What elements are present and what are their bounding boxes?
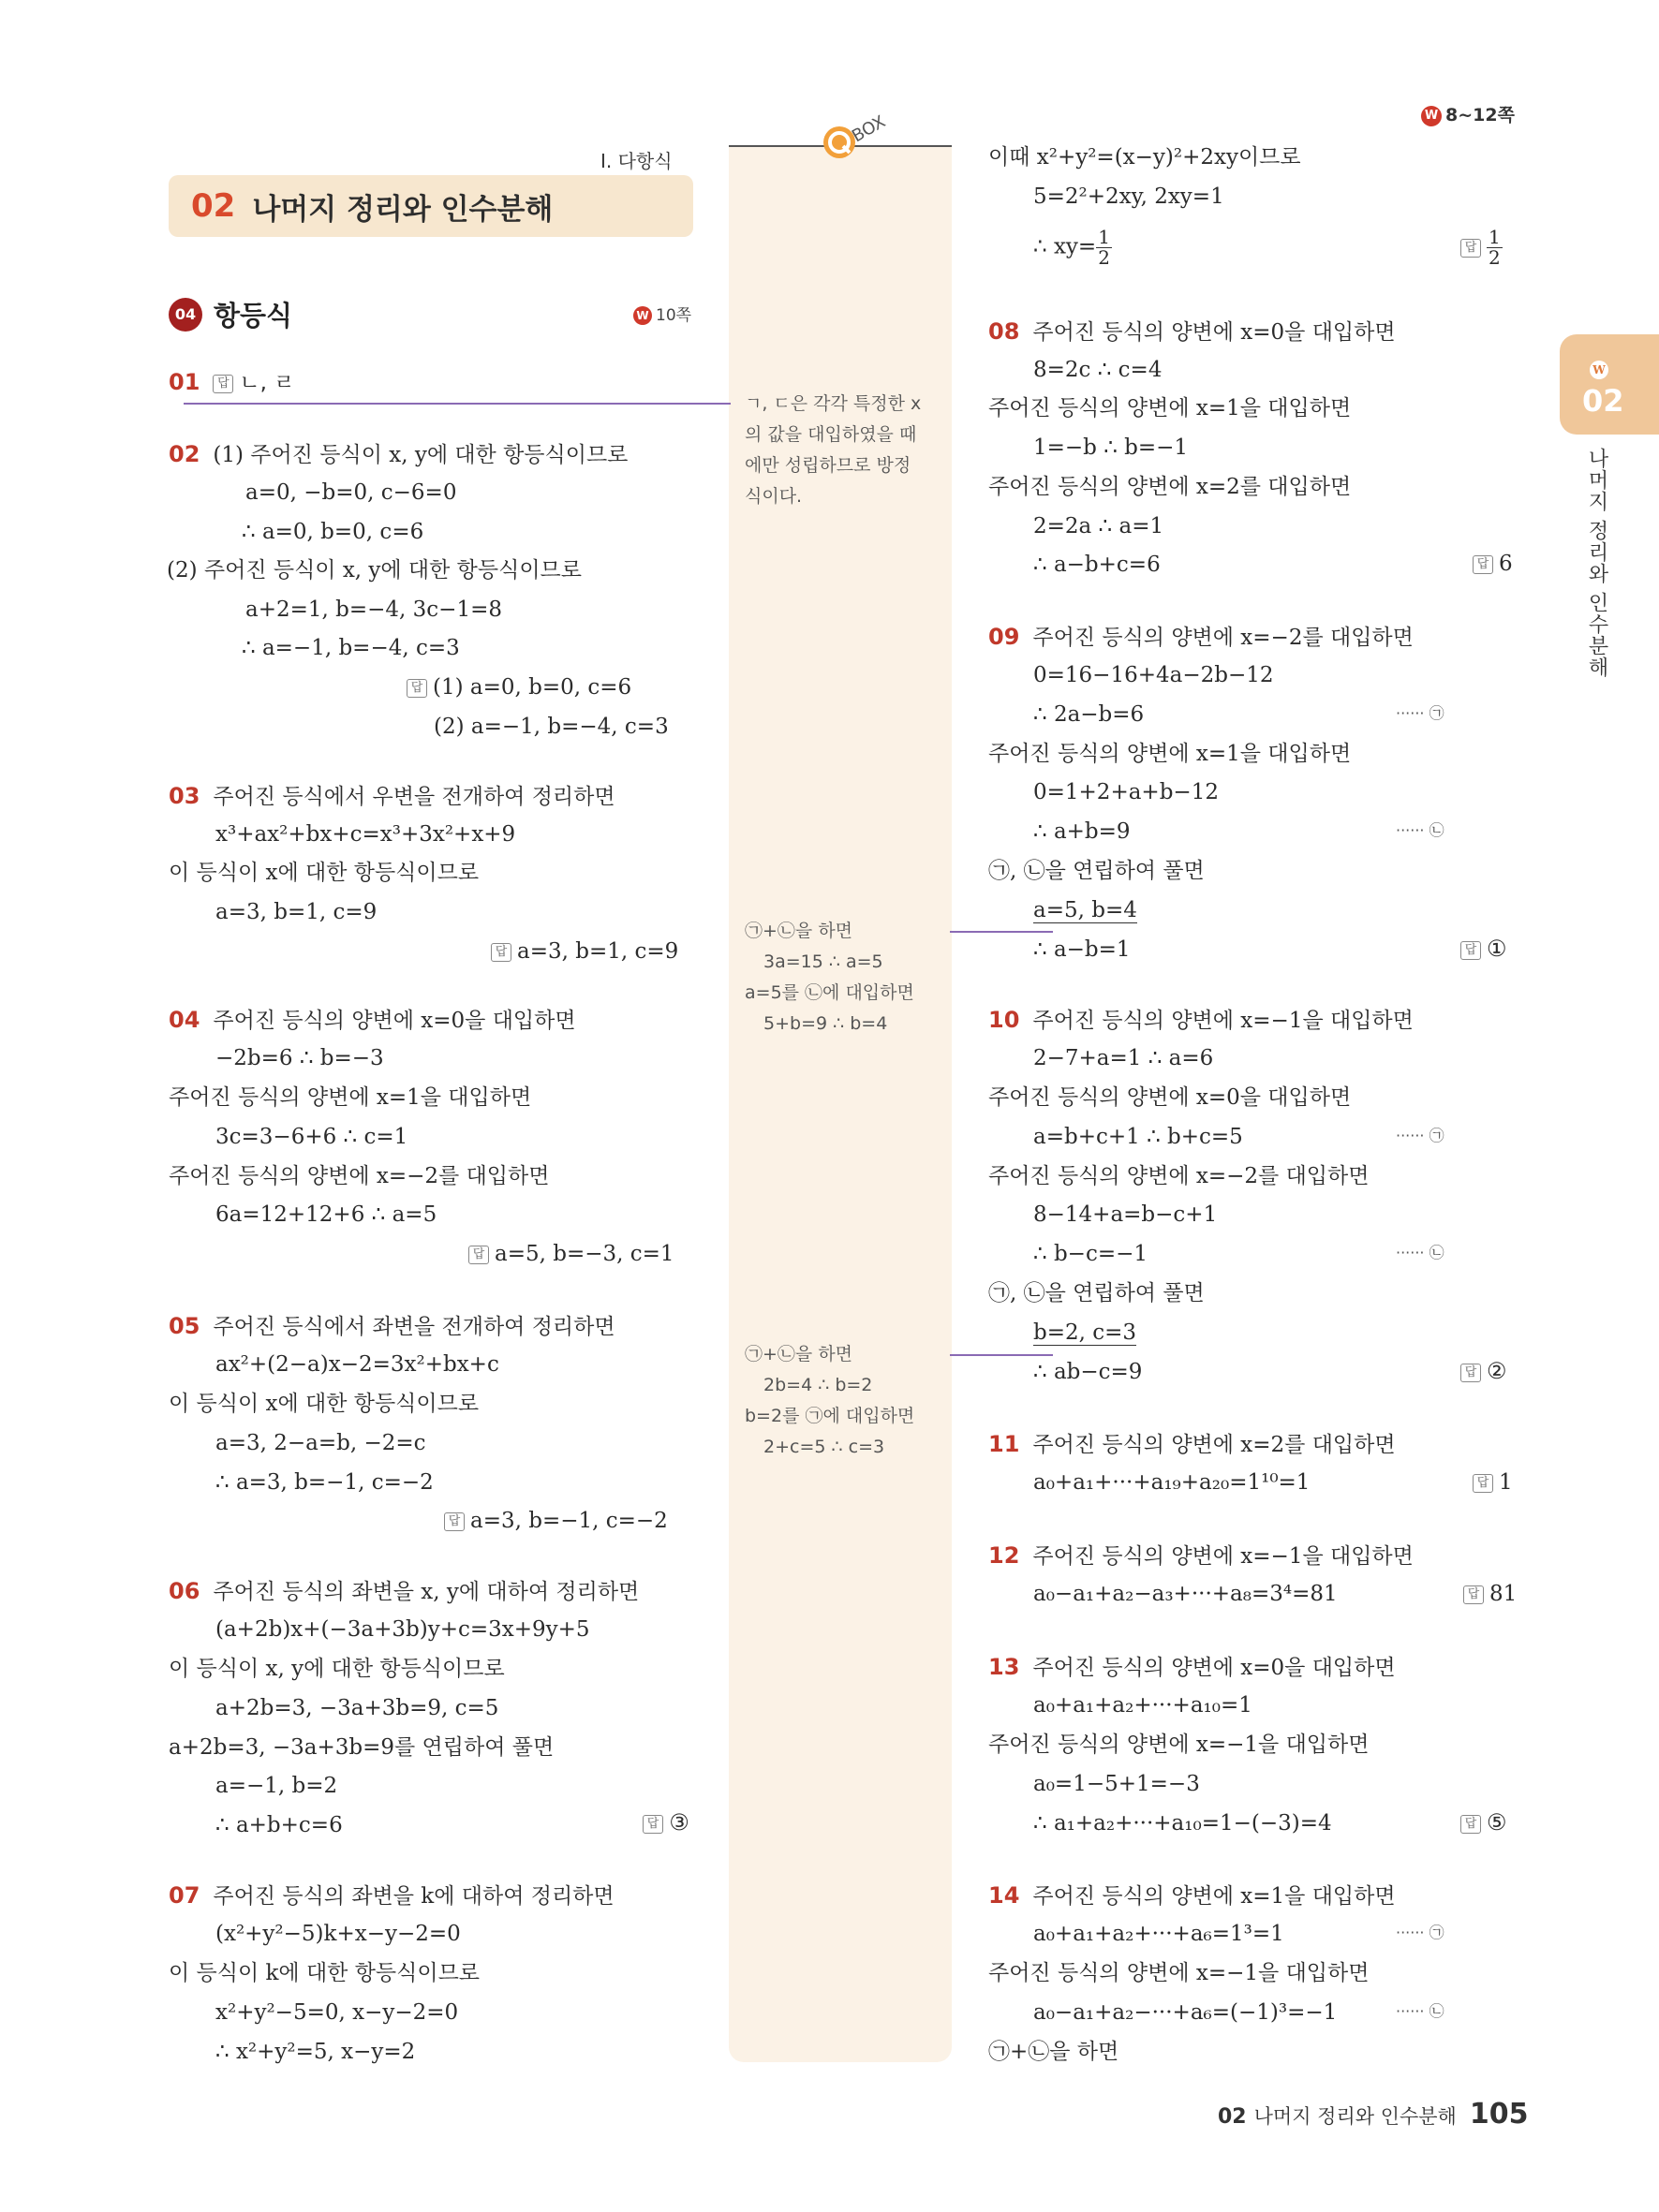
solution-line: 6a=12+12+6 ∴ a=5 [215,1202,437,1227]
equation-reference: ······ ㉠ [1396,1924,1444,1941]
solution-line: ∴ b−c=−1 [1033,1242,1148,1266]
problem-11 [988,1433,1396,1456]
answer-icon: 답 [1473,555,1493,574]
page-title: 나머지 정리와 인수분해 [252,192,554,227]
solution-line: 2=2a ∴ a=1 [1033,514,1164,538]
problem-09 [988,626,1414,649]
solution-line: 이때 x²+y²=(x−y)²+2xy이므로 [988,145,1301,170]
solution-line: a₀+a₁+a₂+···+a₆=1³=1 [1033,1922,1284,1946]
solution-line: 주어진 등식의 양변에 x=−1을 대입하면 [988,1961,1370,1985]
answer-icon: 답 [468,1246,489,1264]
answer-icon: 답 [1463,1585,1484,1604]
fraction-numerator: 1 [1098,226,1110,248]
fraction [1096,228,1112,268]
solution-line: 이 등식이 x에 대한 항등식이므로 [169,861,480,885]
connector-line [950,1354,1053,1356]
answer-icon: 답 [1460,941,1481,960]
solution-line: 2−7+a=1 ∴ a=6 [1033,1046,1214,1070]
solution-line: a=0, −b=0, c−6=0 [245,480,457,505]
problem-number: 14 [988,1882,1020,1909]
solution-line: 이 등식이 x, y에 대한 항등식이므로 [169,1657,505,1681]
solution-line: a+2b=3, −3a+3b=9를 연립하여 풀면 [169,1735,555,1760]
problem-13 [988,1656,1396,1679]
fraction-numerator: 1 [1489,226,1501,248]
solution-line: ∴ a=3, b=−1, c=−2 [215,1470,434,1495]
solution-line [1033,228,1112,268]
answer-line [407,677,631,699]
problem-12 [988,1544,1414,1568]
answer-text: 81 [1489,1582,1518,1606]
qbox-note-09 [745,916,914,1040]
problem-05 [169,1315,615,1338]
page-number: 105 [1469,2098,1529,2131]
solution-line: 주어진 등식의 양변에 x=0을 대입하면 [1032,1656,1396,1680]
solution-line: a=3, 2−a=b, −2=c [215,1431,426,1455]
answer-icon: 답 [1460,1364,1481,1382]
page-footer [1218,2098,1528,2131]
answer-text: a=3, b=−1, c=−2 [470,1509,668,1533]
problem-number: 09 [988,624,1020,650]
problem-number: 12 [988,1542,1020,1569]
answer-line [491,941,678,963]
problem-number: 10 [988,1007,1020,1033]
problem-number: 07 [169,1882,200,1909]
equation-reference: ······ ㉡ [1396,821,1444,839]
answer-line [1473,553,1513,575]
answer-line [643,1809,689,1836]
problem-number: 01 [169,369,200,395]
solution-line: a₀=1−5+1=−3 [1033,1772,1200,1796]
answer-text: ㄴ, ㄹ [239,371,295,395]
qbox-note-line: 3a=15 ∴ a=5 [763,951,883,972]
chapter-label: Ⅰ. 다항식 [600,150,673,172]
solution-line: 주어진 등식에서 좌변을 전개하여 정리하면 [213,1315,615,1339]
answer-line [1460,1360,1507,1383]
solution-line: 5=2²+2xy, 2xy=1 [1033,184,1224,209]
solution-text: a=5, b=4 [1033,898,1137,922]
solution-line: ∴ a=0, b=0, c=6 [242,520,424,544]
qbox-note-line: 5+b=9 ∴ b=4 [763,1013,888,1034]
answer-line [1460,228,1503,268]
solution-line: 주어진 등식의 양변에 x=2를 대입하면 [988,475,1352,499]
solution-line: −2b=6 ∴ b=−3 [215,1046,384,1070]
answer-icon: 답 [643,1815,663,1834]
problem-14 [988,1884,1396,1908]
solution-line: 이 등식이 k에 대한 항등식이므로 [169,1961,481,1985]
problem-number: 06 [169,1578,200,1604]
problem-07 [169,1884,615,1908]
solution-line: 8=2c ∴ c=4 [1033,358,1163,382]
solution-line [1033,1322,1136,1344]
solution-line: 이 등식이 x에 대한 항등식이므로 [169,1392,480,1416]
solution-line: ㉠, ㉡을 연립하여 풀면 [988,859,1205,883]
answer-text: 6 [1499,552,1513,576]
problem-number: 11 [988,1431,1020,1457]
qbox-note-line: ㉠+㉡을 하면 [745,1344,853,1364]
side-tab-label: 나머지 정리와 인수분해 [1585,448,1608,678]
solution-line: 주어진 등식의 좌변을 x, y에 대하여 정리하면 [213,1580,640,1604]
answer-line [1473,1472,1513,1494]
answer-text: a=5, b=−3, c=1 [495,1242,674,1266]
fraction-denominator: 2 [1489,246,1501,269]
problem-10 [988,1009,1414,1032]
solution-line: 8−14+a=b−c+1 [1033,1202,1218,1227]
fraction [1487,228,1503,268]
answer-icon: 답 [1460,1815,1481,1834]
qbox-note-line: a=5를 ㉡에 대입하면 [745,982,914,1003]
solution-line: 1=−b ∴ b=−1 [1033,435,1189,460]
solution-line: 주어진 등식의 양변에 x=−2를 대입하면 [169,1164,550,1188]
solution-line: (1) 주어진 등식이 x, y에 대한 항등식이므로 [213,443,629,467]
equation-reference: ······ ㉡ [1396,2002,1444,2020]
solution-line: a₀+a₁+···+a₁₉+a₂₀=1¹⁰=1 [1033,1470,1311,1495]
solution-line: x³+ax²+bx+c=x³+3x²+x+9 [215,822,516,847]
solution-line: a=b+c+1 ∴ b+c=5 [1033,1125,1243,1149]
solution-line: 주어진 등식의 양변에 x=−2를 대입하면 [1032,626,1414,650]
solution-line: 주어진 등식의 좌변을 k에 대하여 정리하면 [213,1884,615,1909]
page-reference-text: 8~12쪽 [1445,105,1515,125]
answer-line [468,1244,674,1265]
workbook-icon: W [1590,361,1608,379]
solution-line: 주어진 등식의 양변에 x=−1을 대입하면 [1032,1544,1414,1569]
problem-04 [169,1009,576,1032]
qbox-label: BOX [849,111,889,147]
solution-line [1033,900,1137,922]
solution-line: 주어진 등식에서 우변을 전개하여 정리하면 [213,785,615,809]
title-number: 02 [191,187,236,225]
qbox-note-10 [745,1339,914,1463]
answer-text: (1) a=0, b=0, c=6 [433,675,632,700]
solution-line: 3c=3−6+6 ∴ c=1 [215,1125,408,1149]
solution-line: 주어진 등식의 양변에 x=1을 대입하면 [1032,1884,1396,1909]
qbox-note-line: 에만 성립하므로 방정 [745,455,911,476]
solution-line: 주어진 등식의 양변에 x=0을 대입하면 [1032,320,1396,345]
side-tab-number: 02 [1582,383,1624,419]
answer-line [444,1511,668,1532]
solution-line: ∴ a+b=9 [1033,819,1131,844]
solution-line: 0=1+2+a+b−12 [1033,780,1219,804]
solution-line: ∴ ab−c=9 [1033,1360,1143,1384]
solution-line: 주어진 등식의 양변에 x=−2를 대입하면 [988,1164,1370,1188]
solution-line: ∴ a−b+c=6 [1033,553,1161,577]
equation-reference: ······ ㉠ [1396,704,1444,722]
solution-line: (2) 주어진 등식이 x, y에 대한 항등식이므로 [167,558,582,582]
solution-line: ∴ a+b+c=6 [215,1813,343,1837]
solution-line: 주어진 등식의 양변에 x=0을 대입하면 [988,1085,1352,1110]
subsection-header [169,295,292,333]
problem-03 [169,785,615,808]
answer-text: ③ [669,1809,689,1836]
answer-icon: 답 [1473,1474,1493,1493]
solution-line: ∴ a₁+a₂+···+a₁₀=1−(−3)=4 [1033,1811,1332,1836]
equation-reference: ······ ㉠ [1396,1127,1444,1144]
section-title-box [169,175,693,237]
qbox-note-line: 식이다. [745,486,803,507]
answer-text: ① [1487,936,1507,962]
subsection-reference-text: 10쪽 [656,306,692,325]
problem-number: 02 [169,441,200,467]
equation-reference: ······ ㉡ [1396,1244,1444,1261]
answer-line [1460,937,1507,961]
problem-01 [169,371,294,394]
solution-line: a=−1, b=2 [215,1774,338,1798]
subsection-reference [633,302,691,325]
solution-text: ∴ xy= [1033,234,1097,259]
page-reference [1421,101,1515,126]
solution-line: (a+2b)x+(−3a+3b)y+c=3x+9y+5 [215,1617,590,1642]
problem-06 [169,1580,639,1603]
problem-number: 13 [988,1654,1020,1680]
solution-line: ∴ a−b=1 [1033,937,1131,962]
subsection-badge: 04 [169,298,202,332]
solution-line: a+2b=3, −3a+3b=9, c=5 [215,1696,499,1720]
problem-number: 08 [988,318,1020,345]
footer-chapter-title: 나머지 정리와 인수분해 [1253,2105,1457,2128]
answer-icon: 답 [1460,239,1481,258]
qbox-note-line: 2b=4 ∴ b=2 [763,1375,873,1395]
solution-line: ∴ a=−1, b=−4, c=3 [242,636,460,660]
solution-line: ㉠+㉡을 하면 [988,2040,1119,2064]
problem-08 [988,320,1396,344]
subsection-title: 항등식 [214,300,293,332]
answer-text: ② [1487,1358,1507,1384]
qbox-logo-icon [815,111,899,167]
solution-line: (x²+y²−5)k+x−y−2=0 [215,1922,461,1946]
solution-line: x²+y²−5=0, x−y−2=0 [215,2000,459,2025]
chapter-side-tab [1560,334,1659,435]
answer-line [1463,1584,1517,1605]
connector-line [184,403,731,405]
solution-line: a₀−a₁+a₂−···+a₆=(−1)³=−1 [1033,2000,1338,2025]
answer-icon: 답 [213,375,233,393]
solution-line: a=3, b=1, c=9 [215,900,378,924]
workbook-icon: W [633,306,652,325]
qbox-note-line: ㉠+㉡을 하면 [745,921,853,941]
answer-line [1460,1811,1507,1835]
solution-line: ∴ x²+y²=5, x−y=2 [215,2040,416,2064]
answer-text: 1 [1499,1470,1513,1495]
qbox-note-line: 의 값을 대입하였을 때 [745,424,917,445]
qbox-note-line: b=2를 ㉠에 대입하면 [745,1406,915,1426]
solution-line: 주어진 등식의 양변에 x=1을 대입하면 [988,396,1352,420]
solution-line: 주어진 등식의 양변에 x=1을 대입하면 [169,1085,532,1110]
connector-line [950,931,1053,933]
solution-line: 주어진 등식의 양변에 x=1을 대입하면 [988,742,1352,766]
solution-line: a₀−a₁+a₂−a₃+···+a₈=3⁴=81 [1033,1582,1338,1606]
solution-line: a+2=1, b=−4, 3c−1=8 [245,597,502,622]
qbox-note-line: ㄱ, ㄷ은 각각 특정한 x [745,393,922,414]
qbox-note-line: 2+c=5 ∴ c=3 [763,1437,885,1457]
workbook-icon: W [1421,106,1442,126]
problem-number: 04 [169,1007,200,1033]
solution-line: 주어진 등식의 양변에 x=−1을 대입하면 [988,1733,1370,1757]
solution-line: 주어진 등식의 양변에 x=0을 대입하면 [213,1009,576,1033]
footer-chapter-number: 02 [1218,2105,1247,2129]
fraction-denominator: 2 [1098,246,1110,269]
problem-number: 05 [169,1313,200,1339]
solution-line: 주어진 등식의 양변에 x=−1을 대입하면 [1032,1009,1414,1033]
answer-text: ⑤ [1487,1809,1507,1836]
answer-text: a=3, b=1, c=9 [517,939,679,964]
answer-text: (2) a=−1, b=−4, c=3 [434,715,669,739]
qbox-note-01 [745,389,921,512]
solution-line: ax²+(2−a)x−2=3x²+bx+c [215,1352,499,1377]
solution-text: b=2, c=3 [1033,1320,1137,1345]
solution-line: 0=16−16+4a−2b−12 [1033,663,1274,687]
answer-icon: 답 [444,1512,465,1531]
problem-number: 03 [169,783,200,809]
answer-icon: 답 [491,943,511,962]
problem-02 [169,443,628,466]
solution-line: ㉠, ㉡을 연립하여 풀면 [988,1281,1205,1305]
answer-icon: 답 [407,679,427,698]
solution-line: 주어진 등식의 양변에 x=2를 대입하면 [1032,1433,1396,1457]
solution-line: a₀+a₁+a₂+···+a₁₀=1 [1033,1693,1252,1718]
solution-line: ∴ 2a−b=6 [1033,702,1145,727]
